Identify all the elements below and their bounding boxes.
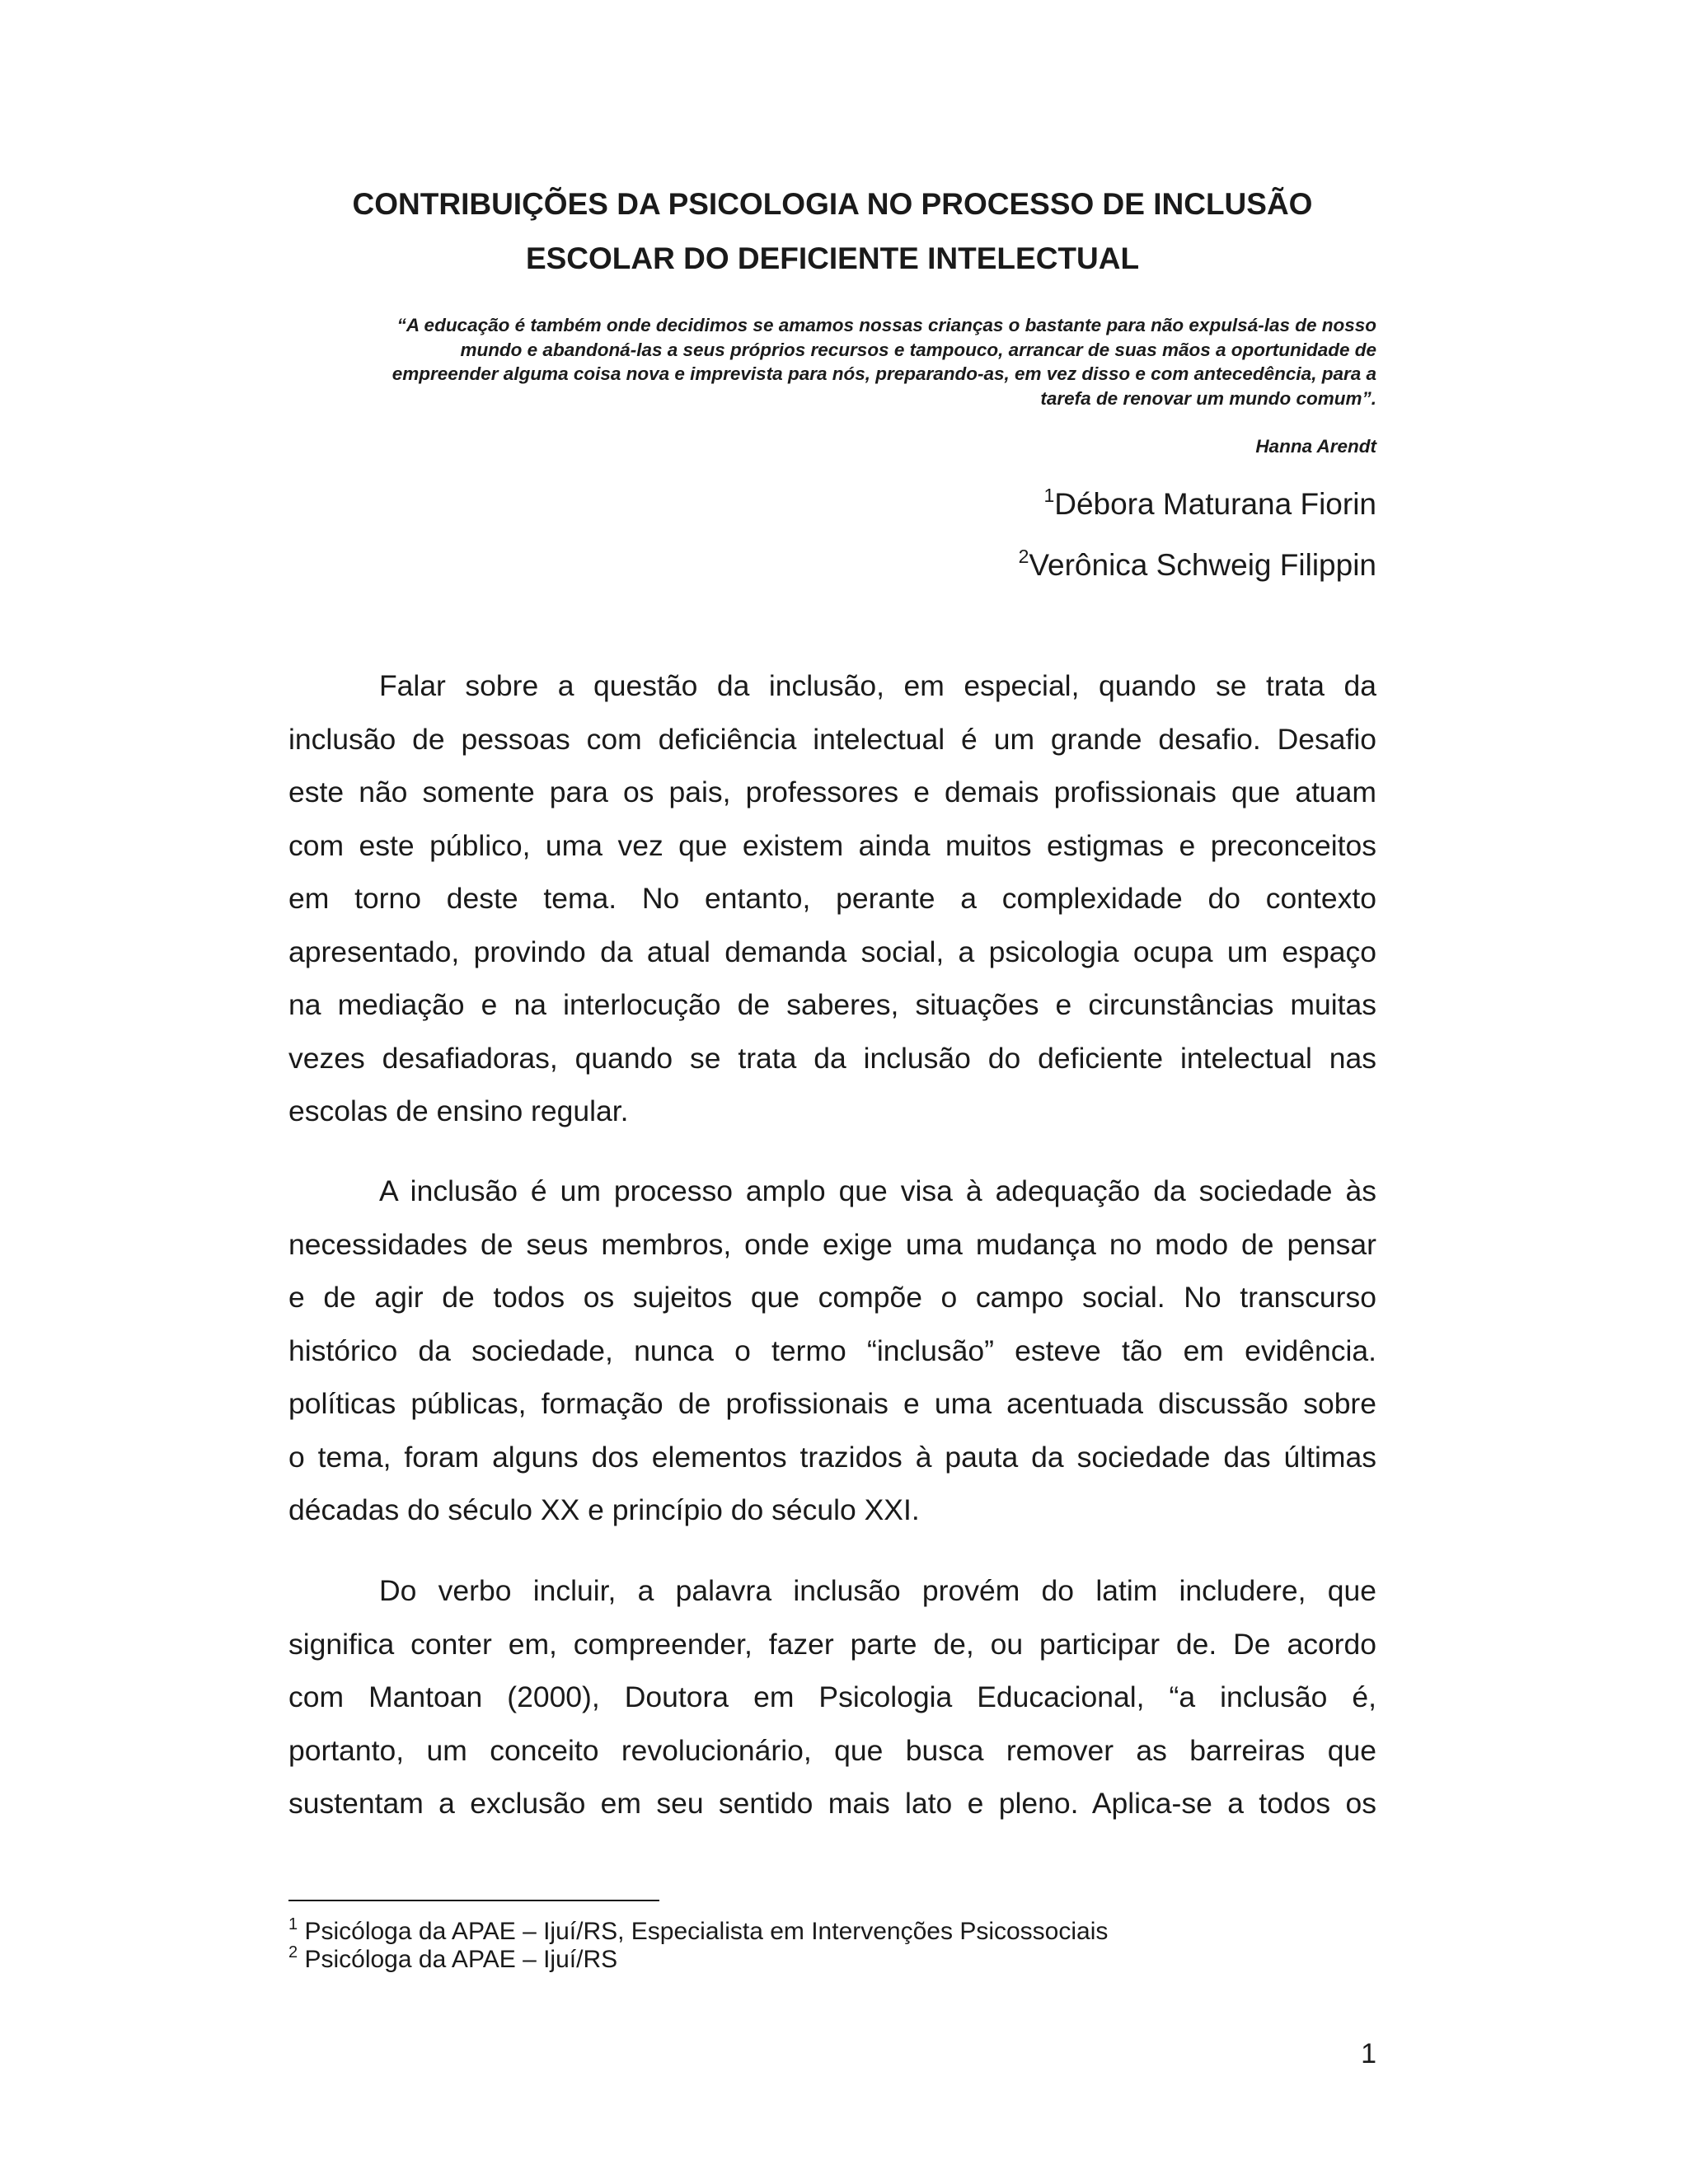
- paragraph-line: décadas do século XX e princípio do século XXI.: [288, 1493, 920, 1526]
- author-list: [288, 474, 1376, 596]
- epigraph-quote: [288, 313, 1376, 410]
- paragraph-line: em torno deste tema. No entanto, perante a complexidade do contexto: [288, 882, 1376, 915]
- author-entry: [288, 535, 1376, 596]
- author-entry: [288, 474, 1376, 535]
- author-footnote-marker: 1: [1043, 485, 1055, 506]
- footnote: [288, 1943, 1376, 1974]
- title-line: ESCOLAR DO DEFICIENTE INTELECTUAL: [525, 241, 1140, 275]
- body-paragraph: [288, 659, 1376, 1138]
- paragraph-line: com Mantoan (2000), Doutora em Psicologia Educacional, “a inclusão é,: [288, 1680, 1376, 1713]
- paragraph-line: sustentam a exclusão em seu sentido mais lato e pleno. Aplica-se a todos os: [288, 1787, 1376, 1820]
- footnote-marker: 1: [288, 1915, 298, 1933]
- epigraph-line: “A educação é também onde decidimos se amamos nossas crianças o bastante para não expulsá-las de nosso: [396, 315, 1376, 335]
- page-number: 1: [1361, 2038, 1376, 2069]
- paragraph-line: na mediação e na interlocução de saberes, situações e circunstâncias muitas: [288, 988, 1376, 1021]
- document-title: [288, 177, 1376, 286]
- body-paragraph: [288, 1564, 1376, 1830]
- paragraph-line: políticas públicas, formação de profissionais e uma acentuada discussão sobre: [288, 1387, 1376, 1420]
- paragraph-line: o tema, foram alguns dos elementos trazidos à pauta da sociedade das últimas: [288, 1440, 1376, 1474]
- epigraph-author: Hanna Arendt: [1255, 436, 1376, 457]
- paragraph-line: com este público, uma vez que existem ainda muitos estigmas e preconceitos: [288, 828, 1376, 862]
- footnote-text: Psicóloga da APAE – Ijuí/RS, Especialista em Intervenções Psicossociais: [304, 1918, 1109, 1945]
- footnote-text: Psicóloga da APAE – Ijuí/RS: [304, 1946, 618, 1973]
- paragraph-line: vezes desafiadoras, quando se trata da inclusão do deficiente intelectual nas: [288, 1041, 1376, 1075]
- paragraph-line: A inclusão é um processo amplo que visa à adequação da sociedade às: [379, 1174, 1376, 1207]
- paragraph-line: necessidades de seus membros, onde exige uma mudança no modo de pensar: [288, 1227, 1376, 1261]
- body-paragraph: [288, 1165, 1376, 1537]
- epigraph-line: mundo e abandoná-las a seus próprios recursos e tampouco, arrancar de suas mãos a oportunidade de: [460, 339, 1376, 360]
- paragraph-line: apresentado, provindo da atual demanda social, a psicologia ocupa um espaço: [288, 935, 1376, 968]
- paragraph-line: este não somente para os pais, professores e demais profissionais que atuam: [288, 776, 1376, 808]
- paragraph-line: Do verbo incluir, a palavra inclusão provém do latim includere, que: [379, 1574, 1376, 1607]
- paragraph-line: significa conter em, compreender, fazer parte de, ou participar de. De acordo: [288, 1627, 1376, 1661]
- footnote-separator: [288, 1900, 659, 1901]
- epigraph-line: tarefa de renovar um mundo comum”.: [1040, 387, 1376, 409]
- title-line: CONTRIBUIÇÕES DA PSICOLOGIA NO PROCESSO DE INCLUSÃO: [352, 187, 1313, 221]
- paragraph-line: e de agir de todos os sujeitos que compõe o campo social. No transcurso: [288, 1281, 1376, 1314]
- paragraph-line: inclusão de pessoas com deficiência intelectual é um grande desafio. Desafio: [288, 722, 1376, 756]
- footnotes: [288, 1915, 1376, 1974]
- paragraph-line: portanto, um conceito revolucionário, que busca remover as barreiras que: [288, 1733, 1376, 1767]
- footnote-marker: 2: [288, 1943, 298, 1961]
- author-name: Débora Maturana Fiorin: [1054, 487, 1376, 521]
- paragraph-line: Falar sobre a questão da inclusão, em especial, quando se trata da: [379, 669, 1376, 702]
- author-name: Verônica Schweig Filippin: [1029, 548, 1376, 582]
- author-footnote-marker: 2: [1018, 546, 1029, 567]
- paragraph-line: histórico da sociedade, nunca o termo “inclusão” esteve tão em evidência.: [288, 1333, 1376, 1367]
- footnote: [288, 1915, 1376, 1946]
- epigraph-line: empreender alguma coisa nova e imprevista para nós, preparando-as, em vez disso e com antecedência, para a: [392, 363, 1376, 384]
- paragraph-line: escolas de ensino regular.: [288, 1094, 629, 1127]
